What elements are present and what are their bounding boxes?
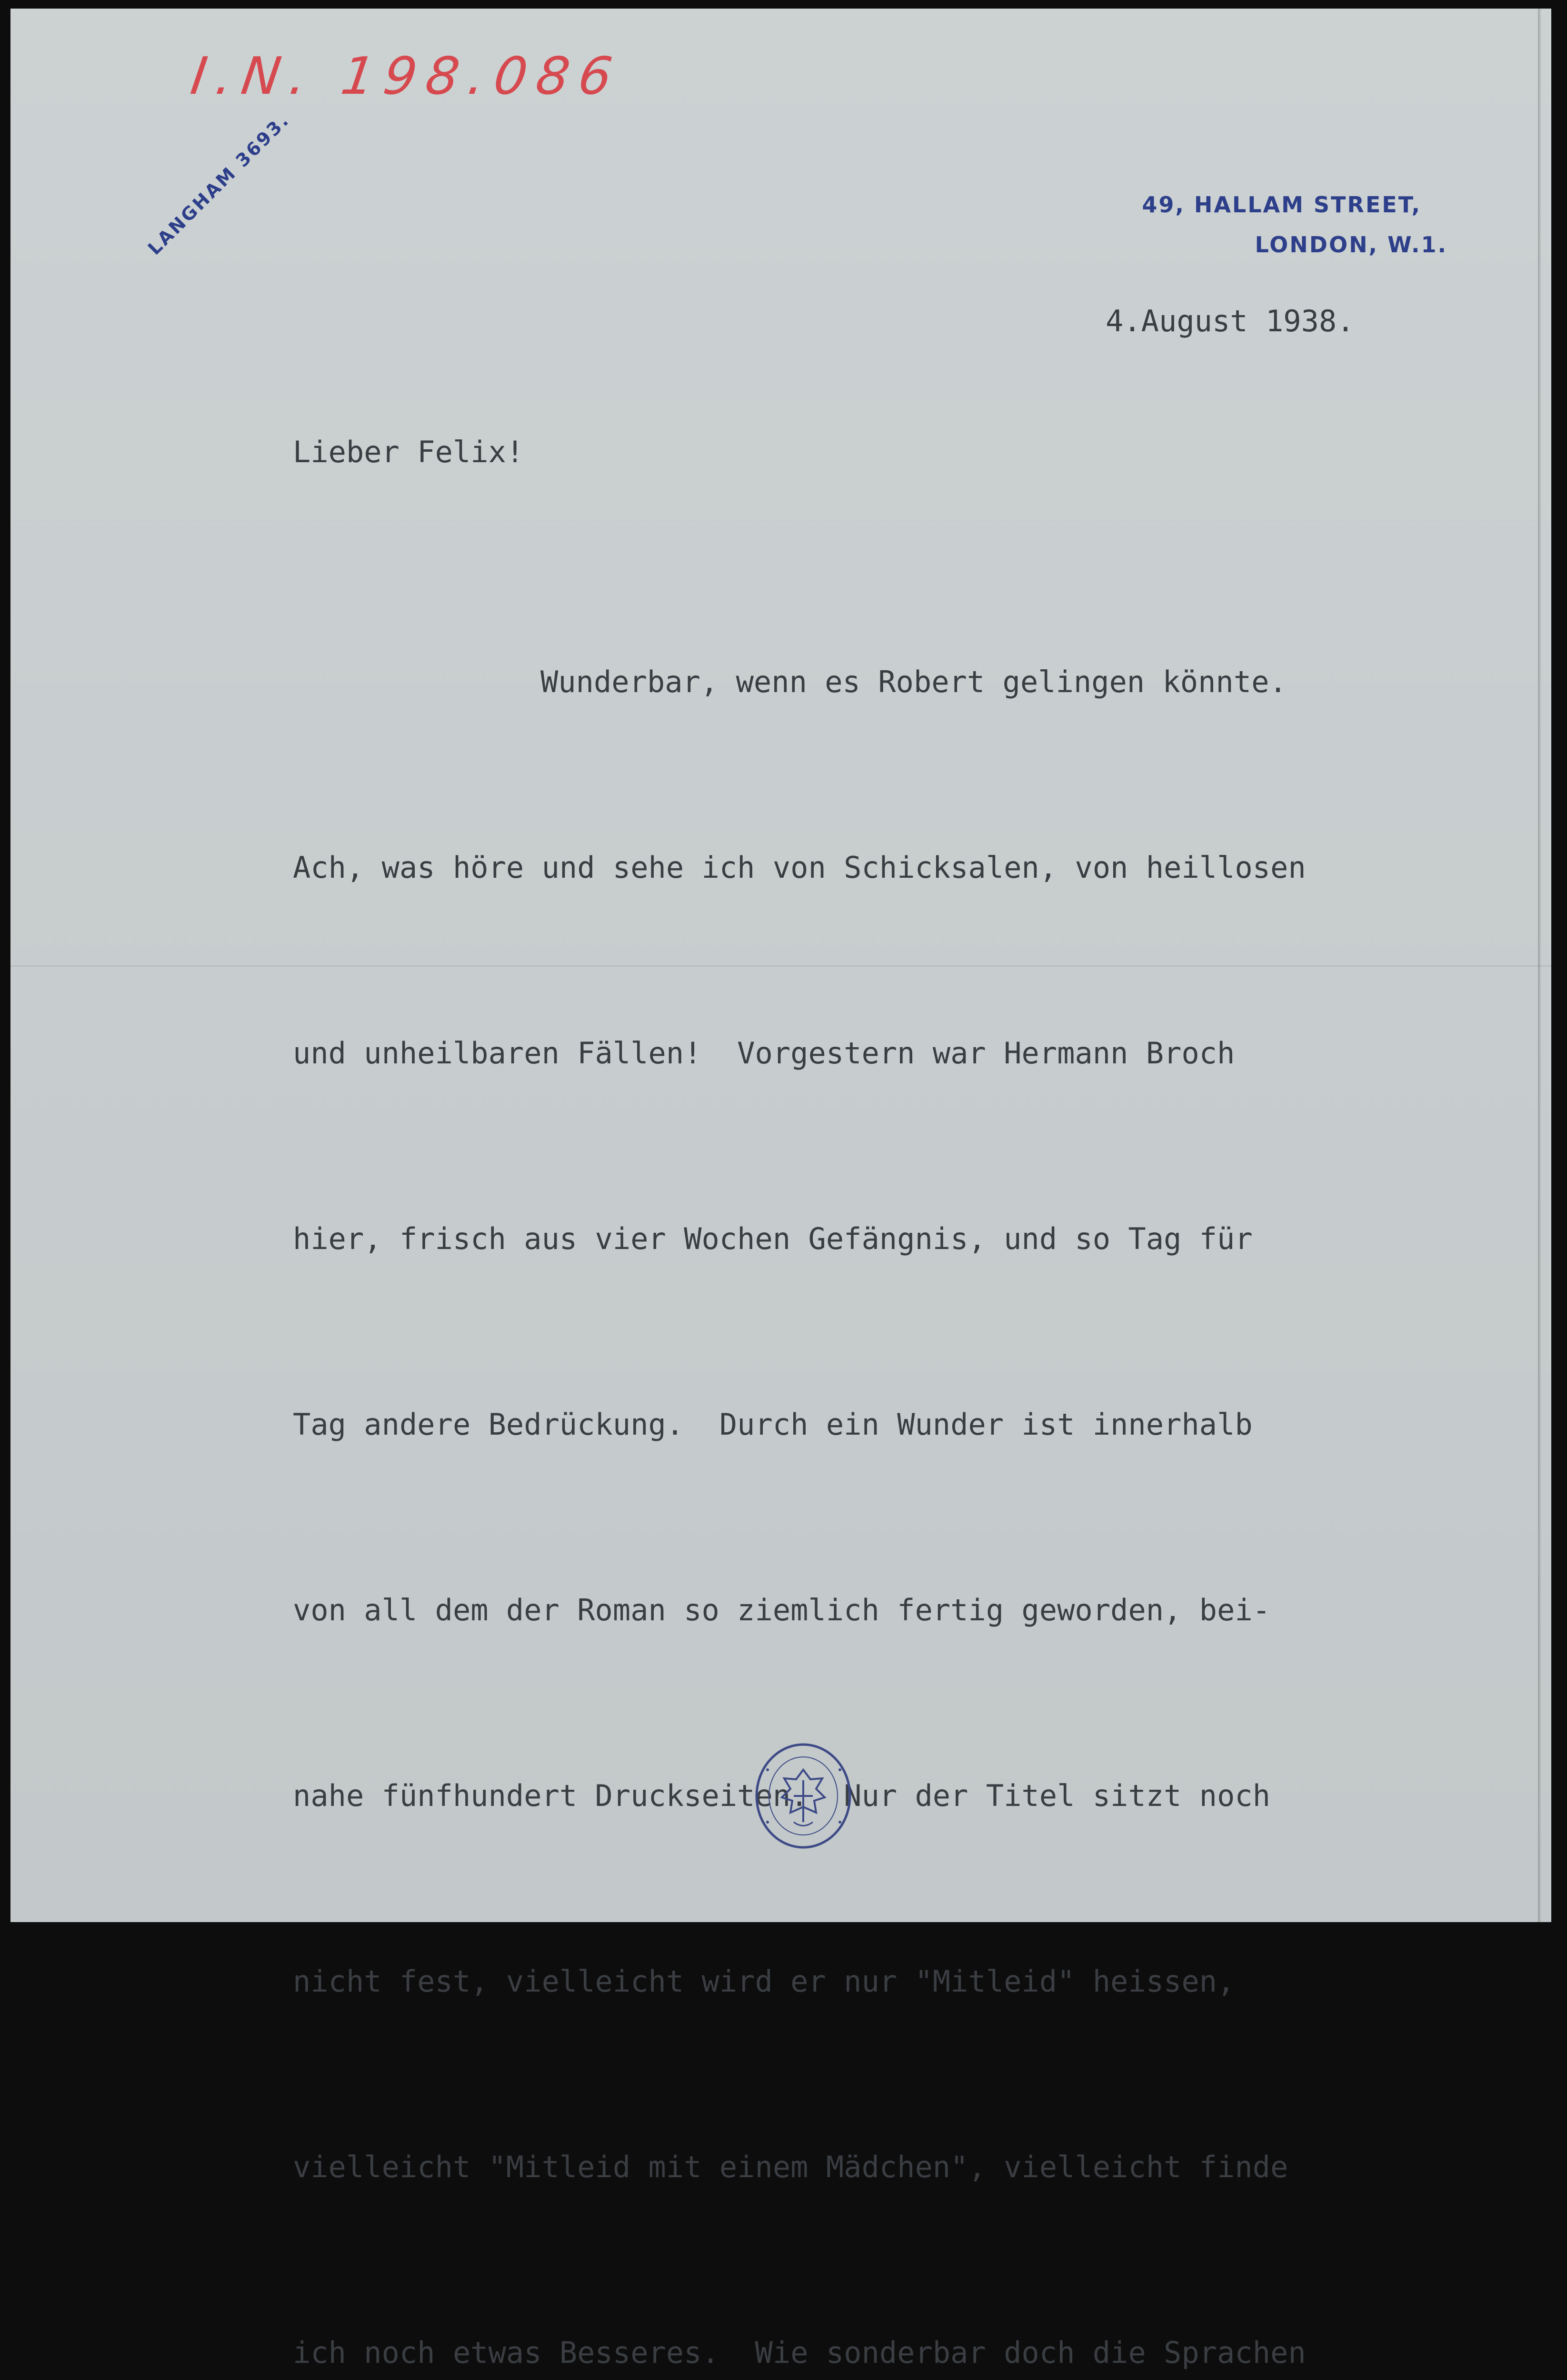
body-line: nicht fest, vielleicht wird er nur "Mitleid" heissen, [293,1964,1235,1999]
letter-date: 4.August 1938. [1106,304,1355,338]
body-line: Ach, was höre und sehe ich von Schicksalen, von heillosen [293,850,1306,885]
inventory-number: I.N. 198.086 [187,47,626,106]
body-line: hier, frisch aus vier Wochen Gefängnis, und so Tag für [293,1221,1253,1256]
library-stamp-icon [753,1741,853,1851]
body-line: ich noch etwas Besseres. Wie sonderbar doch die Sprachen [293,2335,1306,2370]
vertical-fold [1538,9,1542,1922]
body-line: Tag andere Bedrückung. Durch ein Wunder ist innerhalb [293,1407,1253,1442]
address-line-2: LONDON, W.1. [1255,232,1447,258]
body-line: von all dem der Roman so ziemlich fertig geworden, bei- [293,1593,1270,1627]
body-line: und unheilbaren Fällen! Vorgestern war Hermann Broch [293,1036,1235,1071]
letter-body [293,527,1341,2380]
address-line-1: 49, HALLAM STREET, [1142,192,1421,218]
letterhead-telephone: LANGHAM 3693. [144,109,294,259]
letterhead-address [1142,185,1447,265]
salutation: Lieber Felix! [293,435,524,469]
body-line: nahe fünfhundert Druckseiten. Nur der Titel sitzt noch [293,1778,1270,1813]
body-line: vielleicht "Mitleid mit einem Mädchen", vielleicht finde [293,2150,1288,2184]
letter-sheet [10,9,1551,2370]
body-line: Wunderbar, wenn es Robert gelingen könnte. [540,664,1287,699]
